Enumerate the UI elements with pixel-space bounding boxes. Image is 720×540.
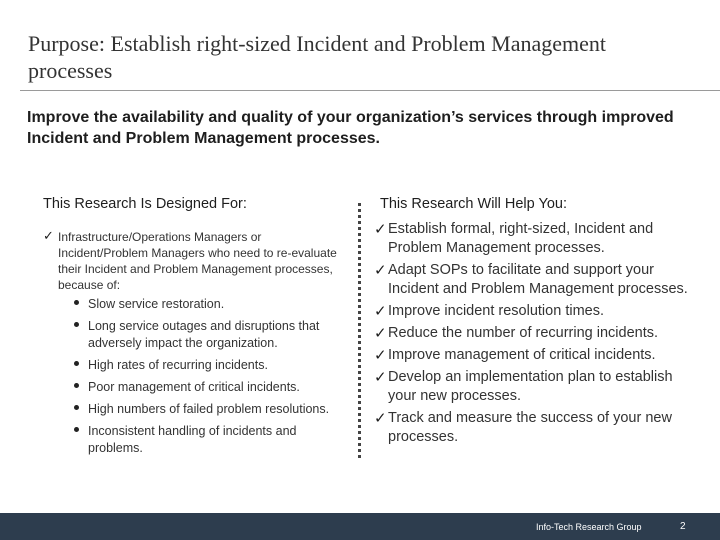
designed-for-column <box>43 196 353 462</box>
page-number: 2 <box>680 521 686 532</box>
list-item-text: Inconsistent handling of incidents and problems. <box>88 424 297 455</box>
list-item <box>72 423 353 457</box>
bullet-dot <box>74 427 79 432</box>
list-item-text: High numbers of failed problem resolutions. <box>88 402 330 416</box>
list-item <box>374 324 698 343</box>
checkmark-icon: ✓ <box>374 261 387 279</box>
checkmark-icon: ✓ <box>374 409 387 427</box>
list-item-text: Develop an implementation plan to establish your new processes. <box>388 369 673 404</box>
column-divider <box>358 203 361 458</box>
list-item <box>72 296 353 313</box>
bullet-dot <box>74 383 79 388</box>
list-item-text: Long service outages and disruptions that adversely impact the organization. <box>88 319 320 350</box>
footer-bar <box>0 513 720 540</box>
designed-for-heading: This Research Is Designed For: <box>43 196 247 212</box>
checkmark-icon: ✓ <box>374 220 387 238</box>
footer-org-name: Info-Tech Research Group <box>536 522 642 532</box>
bullet-dot <box>74 361 79 366</box>
checkmark-icon: ✓ <box>374 346 387 364</box>
list-item <box>72 318 353 352</box>
checkmark-icon: ✓ <box>374 368 387 386</box>
list-item-text: Establish formal, right-sized, Incident and Problem Management processes. <box>388 221 654 256</box>
designed-for-intro <box>43 229 353 293</box>
list-item <box>374 302 698 321</box>
list-item-text: Slow service restoration. <box>88 297 225 311</box>
list-item-text: Reduce the number of recurring incidents. <box>388 325 659 341</box>
list-item-text: Improve incident resolution times. <box>388 303 604 319</box>
will-help-heading: This Research Will Help You: <box>380 196 567 212</box>
slide-subtitle: Improve the availability and quality of your organization’s services through improved Incident and Problem Management processes. <box>27 109 674 147</box>
bullet-dot <box>74 300 79 305</box>
will-help-column <box>374 196 698 450</box>
checkmark-icon: ✓ <box>374 302 387 320</box>
checkmark-icon: ✓ <box>43 229 54 244</box>
benefits-list <box>374 220 698 447</box>
list-item-text: Track and measure the success of your new processes. <box>388 410 672 445</box>
list-item <box>374 346 698 365</box>
list-item <box>72 357 353 374</box>
checkmark-icon: ✓ <box>374 324 387 342</box>
list-item <box>374 368 698 406</box>
list-item <box>72 379 353 396</box>
list-item-text: Improve management of critical incidents. <box>388 347 656 363</box>
intro-text: Infrastructure/Operations Managers or Incident/Problem Managers who need to re-evaluate their Incident and Problem Management processes, because of: <box>58 230 337 292</box>
list-item-text: High rates of recurring incidents. <box>88 358 268 372</box>
reasons-list <box>43 296 353 457</box>
list-item <box>72 401 353 418</box>
bullet-dot <box>74 322 79 327</box>
list-item-text: Adapt SOPs to facilitate and support your Incident and Problem Management processes. <box>388 262 688 297</box>
list-item <box>374 220 698 258</box>
title-divider <box>20 90 720 91</box>
bullet-dot <box>74 405 79 410</box>
list-item-text: Poor management of critical incidents. <box>88 380 300 394</box>
slide-title: Purpose: Establish right-sized Incident and Problem Management processes <box>28 31 606 83</box>
list-item <box>374 261 698 299</box>
list-item <box>374 409 698 447</box>
